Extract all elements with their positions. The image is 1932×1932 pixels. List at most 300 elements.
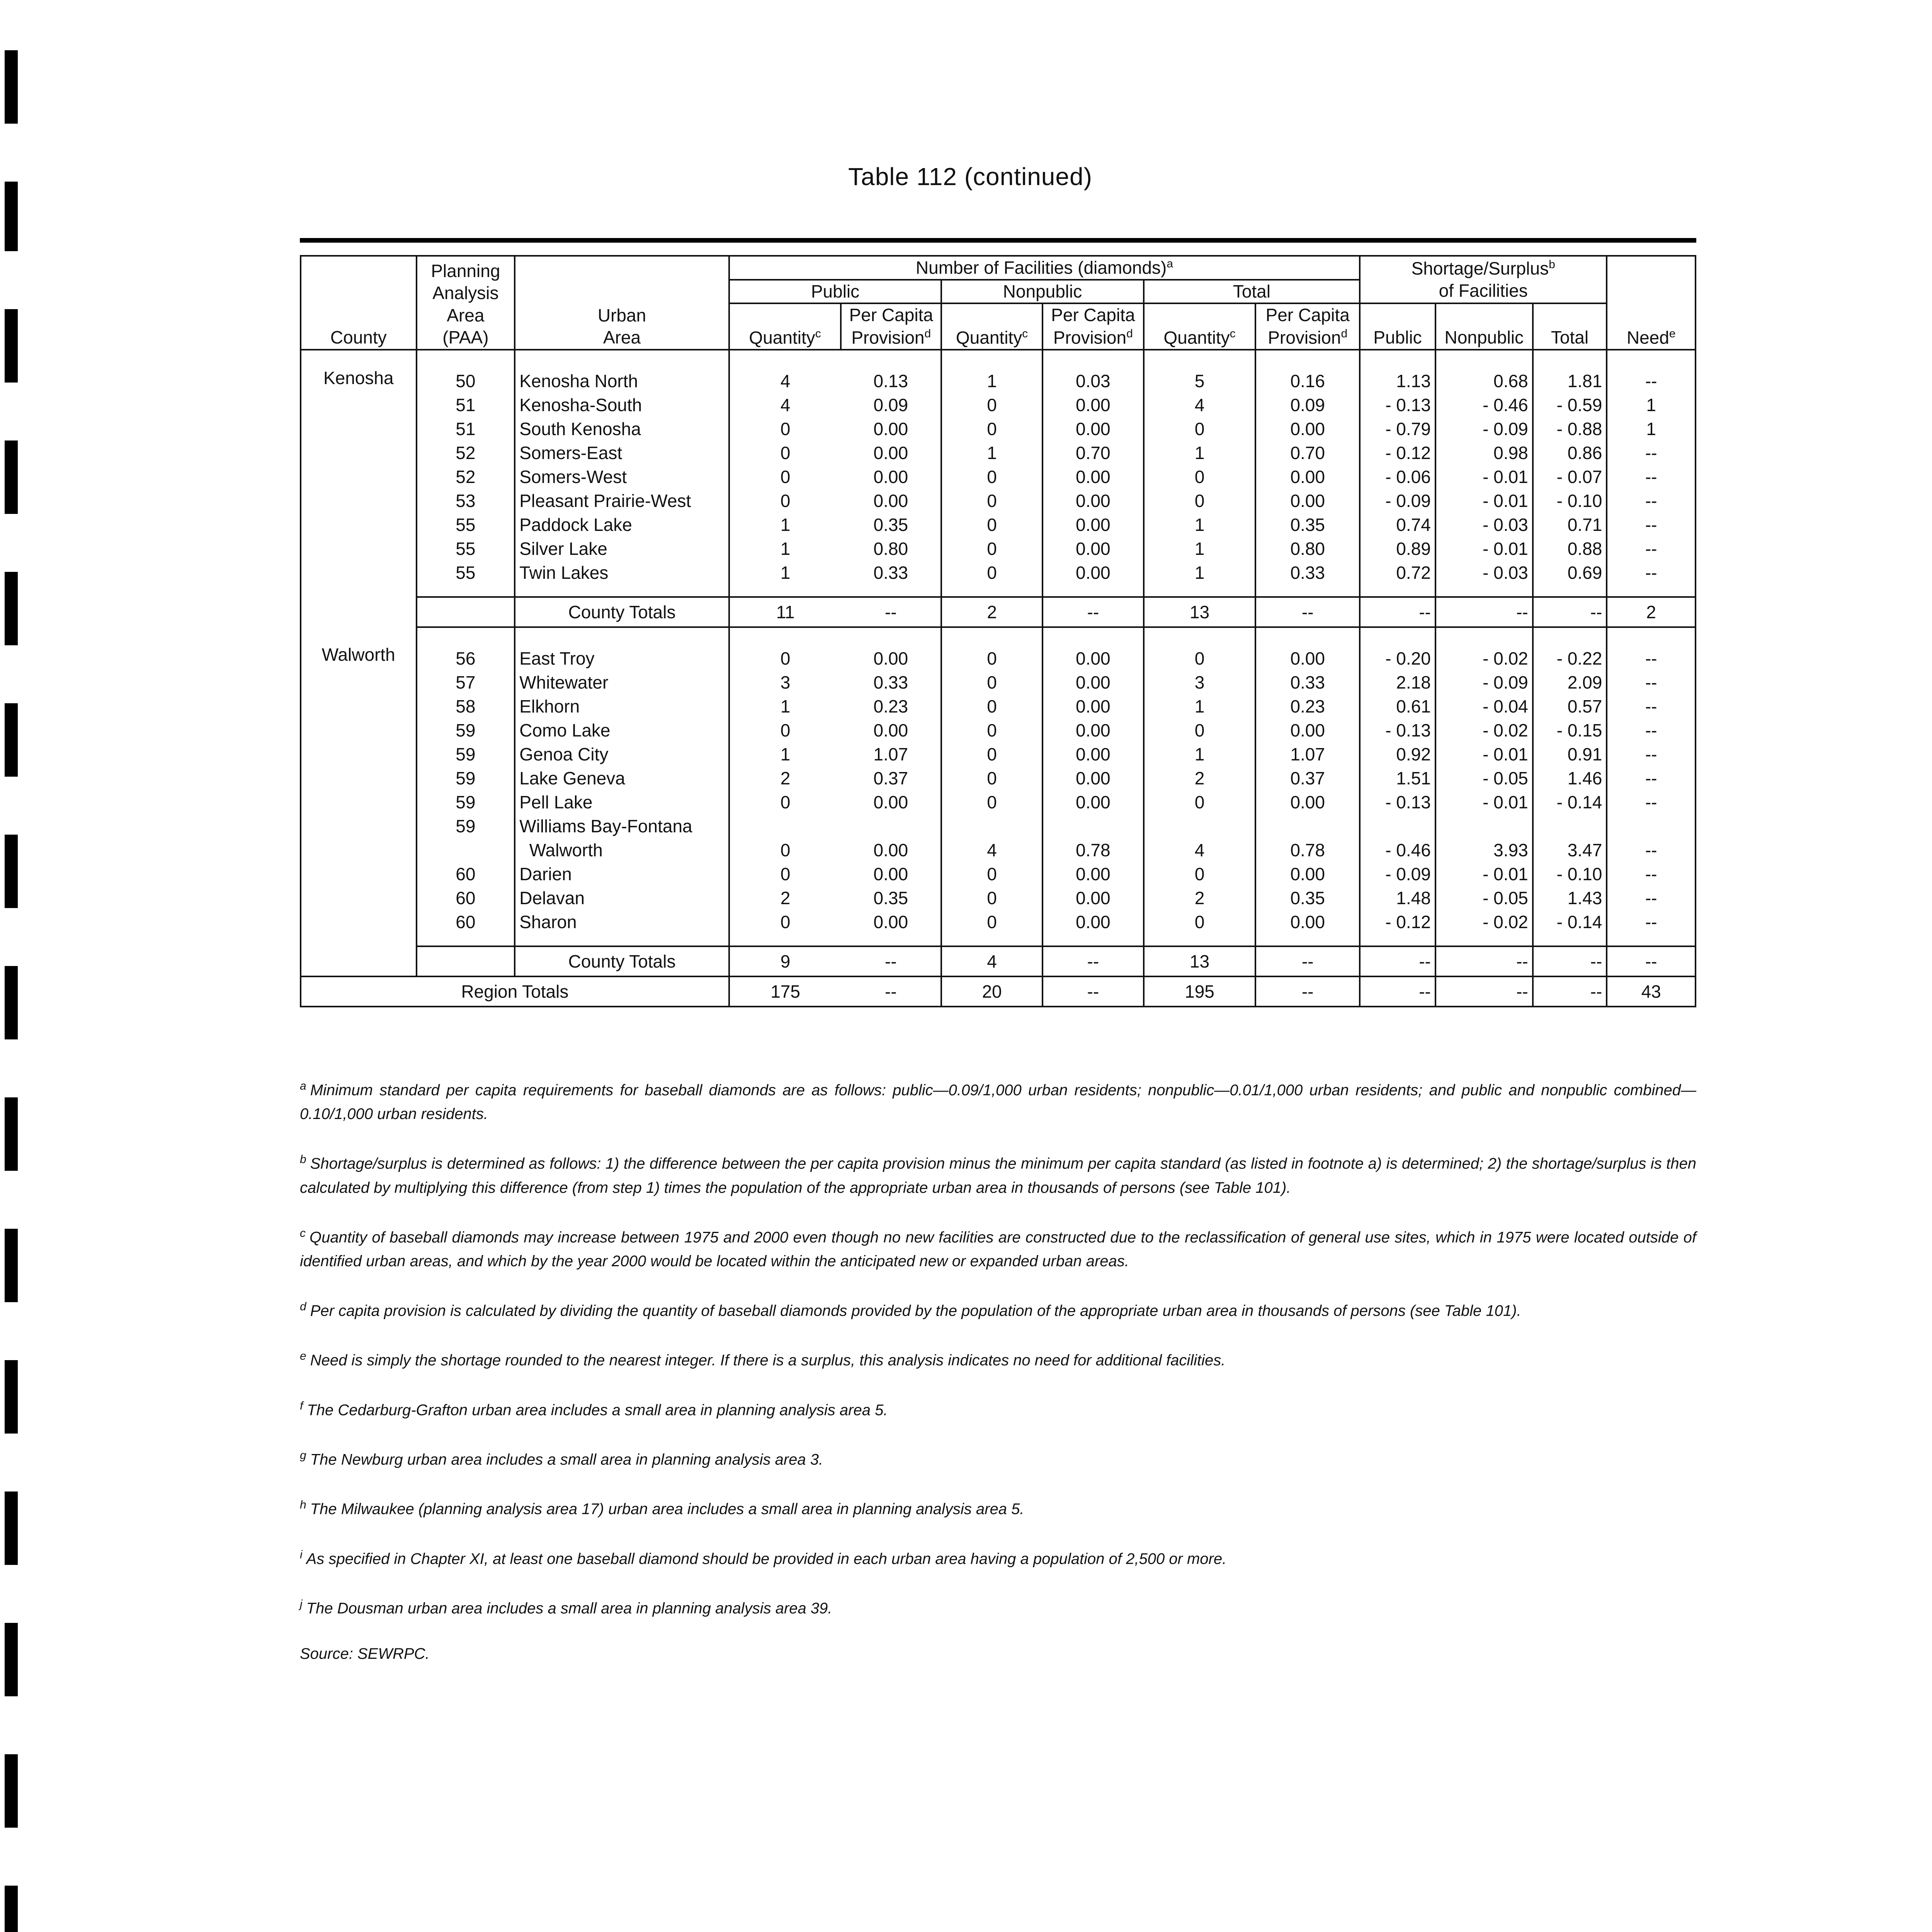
table-row <box>301 741 1696 765</box>
totals-cell: 13 <box>1144 597 1256 627</box>
value-cell: 2.18 <box>1360 669 1435 693</box>
totals-cell: -- <box>1255 597 1360 627</box>
value-cell: 0.37 <box>873 768 908 788</box>
value-cell: 1 <box>1144 439 1256 463</box>
value-cell: 0.00 <box>1255 717 1360 741</box>
footnote-marker: b <box>1549 258 1555 271</box>
value-cell: 0 <box>941 884 1043 908</box>
value-cell: 1 <box>729 511 841 535</box>
urban-area-cell: Paddock Lake <box>515 511 729 535</box>
region-totals-cell: 20 <box>941 976 1043 1007</box>
value-cell: 0 <box>941 391 1043 415</box>
value-cell: 0 <box>729 415 841 439</box>
region-totals-cell: -- <box>1360 976 1435 1007</box>
value-cell: 0.00 <box>1043 741 1144 765</box>
value-cell: - 0.88 <box>1533 415 1607 439</box>
value-cell: 0.00 <box>1255 627 1360 669</box>
value-cell: - 0.22 <box>1533 627 1607 669</box>
footnote-marker: c <box>1022 327 1028 340</box>
source-line: Source: SEWRPC. <box>300 1645 430 1663</box>
value-cell: 0 <box>941 789 1043 813</box>
header-shortage-total-text: Total <box>1551 327 1589 348</box>
header-number-of-facilities-text: Number of Facilities (diamonds) <box>915 257 1167 278</box>
value-cell: 0 <box>941 535 1043 559</box>
header-paa <box>417 256 515 350</box>
table-row <box>301 837 1696 861</box>
header-paa-text: Area <box>447 305 485 325</box>
header-urban-area <box>515 256 729 350</box>
header-paa-text: (PAA) <box>442 327 489 348</box>
value-cell: -- <box>1607 789 1696 813</box>
value-cell: -- <box>1607 439 1696 463</box>
value-cell <box>1533 813 1607 837</box>
table-row <box>301 350 1696 391</box>
value-cell: 1 <box>1144 535 1256 559</box>
footnote-i <box>300 1543 1696 1571</box>
header-total-text: Total <box>1233 281 1270 301</box>
binding-bar <box>5 703 18 777</box>
value-cell: 4 <box>729 350 841 391</box>
value-cell: 0 <box>941 741 1043 765</box>
totals-cell: 4 <box>941 946 1043 976</box>
footnote-f <box>300 1394 1696 1422</box>
value-cell: 0.00 <box>1043 463 1144 487</box>
value-cell: - 0.10 <box>1533 861 1607 884</box>
value-cell: 0.91 <box>1533 741 1607 765</box>
header-paa-text: Planning <box>431 260 500 281</box>
footnote-j <box>300 1592 1696 1620</box>
spacer-cell <box>417 946 515 976</box>
value-cell: 0.00 <box>1043 884 1144 908</box>
value-cell: 0.98 <box>1435 439 1533 463</box>
value-cell: - 0.01 <box>1435 487 1533 511</box>
footnote-marker: j <box>300 1597 303 1611</box>
value-cell: 1.07 <box>873 744 908 764</box>
value-cell: 0.33 <box>1255 559 1360 597</box>
header-shortage-total <box>1533 303 1607 349</box>
value-cell <box>729 813 841 837</box>
footnote-marker: g <box>300 1449 306 1462</box>
value-cell: - 0.10 <box>1533 487 1607 511</box>
totals-cell: 9 <box>729 946 841 976</box>
value-cell: 1.81 <box>1533 350 1607 391</box>
region-totals-row <box>301 976 1696 1007</box>
footnote-marker: i <box>300 1548 303 1561</box>
header-shortage-public-text: Public <box>1373 327 1422 348</box>
value-cell: 0.70 <box>1255 439 1360 463</box>
header-per-capita-text: Provision <box>851 327 925 348</box>
value-cell: 0.00 <box>873 418 908 439</box>
paa-cell: 51 <box>417 391 515 415</box>
header-urban-area-text: Urban <box>597 305 646 325</box>
value-cell: 0.00 <box>1043 669 1144 693</box>
totals-cell: -- <box>1360 946 1435 976</box>
value-cell: 0.88 <box>1533 535 1607 559</box>
urban-area-cell: Pell Lake <box>515 789 729 813</box>
value-cell: 1 <box>941 350 1043 391</box>
value-cell: 0.09 <box>873 395 908 415</box>
value-cell: 0.35 <box>873 888 908 908</box>
value-cell: 0 <box>1144 861 1256 884</box>
value-cell: 0 <box>941 415 1043 439</box>
value-cell: 0 <box>941 627 1043 669</box>
value-cell: 0.00 <box>873 792 908 812</box>
value-cell: 0.33 <box>873 672 908 692</box>
header-quantity-text: Quantity <box>1163 327 1230 348</box>
county-totals-row <box>301 597 1696 627</box>
value-cell: 0.68 <box>1435 350 1533 391</box>
urban-area-cell: Pleasant Prairie-West <box>515 487 729 511</box>
totals-cell: 13 <box>1144 946 1256 976</box>
county-name: Walworth <box>301 627 417 976</box>
value-cell: 1 <box>729 535 841 559</box>
value-cell: 0.92 <box>1360 741 1435 765</box>
header-paa-text: Analysis <box>432 283 499 303</box>
header-quantity <box>729 303 841 349</box>
value-cell: 0.33 <box>1255 669 1360 693</box>
value-cell: 0.00 <box>1255 463 1360 487</box>
table-row <box>301 559 1696 597</box>
value-cell: - 0.02 <box>1435 908 1533 946</box>
paa-cell: 59 <box>417 813 515 837</box>
value-cell: 3.93 <box>1435 837 1533 861</box>
table-row <box>301 765 1696 789</box>
value-cell: 0 <box>729 439 841 463</box>
value-cell: -- <box>1607 669 1696 693</box>
value-cell: 0 <box>729 487 841 511</box>
urban-area-cell: South Kenosha <box>515 415 729 439</box>
value-cell: 0 <box>1144 627 1256 669</box>
footnote-text: Minimum standard per capita requirements for baseball diamonds are as follows: public—0.09/1,000 urban residents; nonpublic—0.01/1,000 urban residents; and public and nonpublic combined—0.10/1,000 urban residents. <box>300 1082 1696 1123</box>
value-cell <box>1360 813 1435 837</box>
value-cell: - 0.59 <box>1533 391 1607 415</box>
value-cell: - 0.13 <box>1360 789 1435 813</box>
paa-cell <box>417 837 515 861</box>
binding-bar <box>5 1886 18 1932</box>
value-cell: 1 <box>941 439 1043 463</box>
value-cell: -- <box>1607 463 1696 487</box>
value-cell: - 0.20 <box>1360 627 1435 669</box>
footnote-text: Shortage/surplus is determined as follows: 1) the difference between the per capita provision minus the minimum per capita standard (as listed in footnote a) is determined; 2) the shortage/surplus is then calculated by multiplying this difference (from step 1) times the population of the appropriate urban area in thousands of persons (see Table 101). <box>300 1155 1696 1196</box>
header-quantity <box>941 303 1043 349</box>
header-quantity-text: Quantity <box>956 327 1022 348</box>
value-cell: 0.35 <box>1255 511 1360 535</box>
paa-cell: 56 <box>417 627 515 669</box>
value-cell: 1 <box>1144 693 1256 717</box>
county-group <box>301 350 1696 627</box>
value-cell: 0.00 <box>873 840 908 860</box>
value-cell: - 0.03 <box>1435 511 1533 535</box>
footnote-c <box>300 1221 1696 1273</box>
urban-area-cell: Sharon <box>515 908 729 946</box>
value-cell: 0.80 <box>1255 535 1360 559</box>
header-need <box>1607 256 1696 350</box>
value-cell: 0.00 <box>1043 693 1144 717</box>
header-shortage-public <box>1360 303 1435 349</box>
value-cell: - 0.05 <box>1435 765 1533 789</box>
header-number-of-facilities <box>729 256 1360 280</box>
header-total <box>1144 280 1360 304</box>
footnote-marker: a <box>1167 257 1173 270</box>
footnote-a <box>300 1074 1696 1126</box>
value-cell: 0.00 <box>1043 391 1144 415</box>
value-cell: 0 <box>729 908 841 946</box>
value-cell: -- <box>1607 350 1696 391</box>
value-cell: 0.03 <box>1043 350 1144 391</box>
value-cell: - 0.79 <box>1360 415 1435 439</box>
paa-cell: 59 <box>417 741 515 765</box>
value-cell: 0.00 <box>873 490 908 511</box>
table-row <box>301 813 1696 837</box>
footnote-marker: h <box>300 1498 306 1512</box>
value-cell: 1 <box>729 741 841 765</box>
header-urban-area-text: Area <box>603 327 641 348</box>
urban-area-cell: Somers-East <box>515 439 729 463</box>
footnote-d <box>300 1295 1696 1323</box>
value-cell: 0.72 <box>1360 559 1435 597</box>
totals-cell: -- <box>1043 946 1144 976</box>
value-cell: 0.00 <box>1043 511 1144 535</box>
value-cell: 3 <box>1144 669 1256 693</box>
paa-cell: 55 <box>417 535 515 559</box>
value-cell: -- <box>1607 837 1696 861</box>
region-totals-cell: 43 <box>1607 976 1696 1007</box>
table-row <box>301 908 1696 946</box>
value-cell: 0.37 <box>1255 765 1360 789</box>
binding-bar <box>5 1097 18 1171</box>
value-cell: - 0.05 <box>1435 884 1533 908</box>
value-cell: - 0.06 <box>1360 463 1435 487</box>
value-cell: 0.00 <box>873 648 908 668</box>
value-cell: 0.23 <box>873 696 908 716</box>
value-cell: - 0.02 <box>1435 627 1533 669</box>
value-cell: -- <box>1607 627 1696 669</box>
value-cell: -- <box>1607 884 1696 908</box>
header-per-capita <box>841 303 941 349</box>
value-cell: 0.00 <box>1255 487 1360 511</box>
footnote-text: The Newburg urban area includes a small area in planning analysis area 3. <box>310 1451 823 1468</box>
footnote-marker: c <box>815 327 821 340</box>
table-row <box>301 693 1696 717</box>
header-public <box>729 280 941 304</box>
footnote-e <box>300 1344 1696 1372</box>
header-shortage-surplus-text: Shortage/Surplus <box>1411 258 1549 279</box>
value-cell: -- <box>1607 861 1696 884</box>
table-row <box>301 463 1696 487</box>
footnote-marker: e <box>300 1350 306 1363</box>
value-cell: 2 <box>1144 765 1256 789</box>
value-cell: 0.35 <box>1255 884 1360 908</box>
value-cell: 0.00 <box>873 720 908 740</box>
totals-cell: -- <box>1435 946 1533 976</box>
urban-area-cell: Darien <box>515 861 729 884</box>
footnote-b <box>300 1148 1696 1199</box>
value-cell: 0 <box>729 463 841 487</box>
binding-bar <box>5 309 18 383</box>
header-per-capita-text: Per Capita <box>849 305 933 325</box>
paa-cell: 59 <box>417 717 515 741</box>
value-cell: 0 <box>941 463 1043 487</box>
table-row <box>301 717 1696 741</box>
region-totals-cell: 175 <box>729 976 841 1007</box>
value-cell: 4 <box>1144 837 1256 861</box>
urban-area-cell: Twin Lakes <box>515 559 729 597</box>
binding-bar <box>5 1623 18 1696</box>
value-cell: 0.33 <box>873 562 908 583</box>
value-cell: -- <box>1607 487 1696 511</box>
value-cell: 0 <box>941 908 1043 946</box>
value-cell: - 0.09 <box>1360 487 1435 511</box>
value-cell: 1.43 <box>1533 884 1607 908</box>
paa-cell: 59 <box>417 765 515 789</box>
value-cell: - 0.09 <box>1435 415 1533 439</box>
totals-cell: 11 <box>729 597 841 627</box>
region-totals-cell: -- <box>1533 976 1607 1007</box>
value-cell: 4 <box>1144 391 1256 415</box>
value-cell: -- <box>1607 717 1696 741</box>
footnote-h <box>300 1493 1696 1521</box>
footnote-marker: d <box>1126 327 1133 340</box>
value-cell: 0.89 <box>1360 535 1435 559</box>
table-title: Table 112 (continued) <box>848 163 1092 190</box>
totals-cell: -- <box>1435 597 1533 627</box>
value-cell: - 0.09 <box>1435 669 1533 693</box>
value-cell: 1 <box>1144 741 1256 765</box>
header-county-text: County <box>330 327 387 348</box>
value-cell: - 0.14 <box>1533 908 1607 946</box>
table-row <box>301 789 1696 813</box>
value-cell: - 0.14 <box>1533 789 1607 813</box>
value-cell: 0.00 <box>1043 487 1144 511</box>
table-row <box>301 884 1696 908</box>
value-cell <box>1607 813 1696 837</box>
table-row <box>301 391 1696 415</box>
totals-cell: 2 <box>941 597 1043 627</box>
value-cell: 0.00 <box>1043 861 1144 884</box>
value-cell: 0.69 <box>1533 559 1607 597</box>
value-cell: - 0.13 <box>1360 391 1435 415</box>
value-cell: 2.09 <box>1533 669 1607 693</box>
value-cell: - 0.46 <box>1435 391 1533 415</box>
header-per-capita-text: Provision <box>1053 327 1127 348</box>
header-county <box>301 256 417 350</box>
value-cell: 0.00 <box>1255 908 1360 946</box>
footnote-text: Need is simply the shortage rounded to the nearest integer. If there is a surplus, this analysis indicates no need for additional facilities. <box>310 1352 1226 1369</box>
footnote-marker: f <box>300 1399 303 1412</box>
table-header <box>301 256 1696 350</box>
top-rule <box>300 238 1696 243</box>
footnotes <box>300 1074 1696 1687</box>
value-cell: -- <box>1607 535 1696 559</box>
value-cell: 1.46 <box>1533 765 1607 789</box>
value-cell: 0 <box>729 717 841 741</box>
value-cell: 1.48 <box>1360 884 1435 908</box>
value-cell: -- <box>1607 741 1696 765</box>
region-totals-cell: -- <box>1043 976 1144 1007</box>
urban-area-cell: Lake Geneva <box>515 765 729 789</box>
table-row <box>301 535 1696 559</box>
header-per-capita-text: Per Capita <box>1265 305 1350 325</box>
value-cell: 0.00 <box>1043 717 1144 741</box>
value-cell: 0 <box>729 861 841 884</box>
header-quantity <box>1144 303 1256 349</box>
urban-area-cell: Somers-West <box>515 463 729 487</box>
value-cell: 0.80 <box>873 538 908 559</box>
value-cell: 0.71 <box>1533 511 1607 535</box>
header-per-capita <box>1043 303 1144 349</box>
value-cell: 0 <box>941 487 1043 511</box>
value-cell: 2 <box>729 765 841 789</box>
table-row <box>301 415 1696 439</box>
footnote-text: As specified in Chapter XI, at least one baseball diamond should be provided in each urban area having a population of 2,500 or more. <box>306 1550 1227 1567</box>
value-cell: 0 <box>729 837 841 861</box>
value-cell: -- <box>1607 765 1696 789</box>
table-row <box>301 511 1696 535</box>
value-cell: 0.00 <box>1043 627 1144 669</box>
binding-bar <box>5 1754 18 1828</box>
value-cell: 0 <box>941 861 1043 884</box>
value-cell: 0.00 <box>1043 559 1144 597</box>
footnote-marker: c <box>300 1226 306 1240</box>
binding-bar <box>5 1360 18 1434</box>
paa-cell: 58 <box>417 693 515 717</box>
binding-bar <box>5 440 18 514</box>
value-cell: 0 <box>941 511 1043 535</box>
value-cell: 0.23 <box>1255 693 1360 717</box>
binding-bar <box>5 572 18 645</box>
totals-cell: -- <box>841 946 941 976</box>
region-totals-cell: -- <box>1255 976 1360 1007</box>
urban-area-cell: East Troy <box>515 627 729 669</box>
value-cell: - 0.12 <box>1360 908 1435 946</box>
totals-cell: -- <box>841 597 941 627</box>
value-cell: 0 <box>941 559 1043 597</box>
value-cell: - 0.04 <box>1435 693 1533 717</box>
footnote-text: The Cedarburg-Grafton urban area includes a small area in planning analysis area 5. <box>307 1401 888 1418</box>
value-cell: 0.57 <box>1533 693 1607 717</box>
urban-area-cell: Kenosha North <box>515 350 729 391</box>
value-cell: 3 <box>729 669 841 693</box>
value-cell: 0.00 <box>1043 908 1144 946</box>
value-cell: 0.00 <box>1043 535 1144 559</box>
value-cell: 0 <box>1144 487 1256 511</box>
header-public-text: Public <box>811 281 860 301</box>
paa-cell: 60 <box>417 884 515 908</box>
header-shortage-nonpublic-text: Nonpublic <box>1444 327 1524 348</box>
value-cell: -- <box>1607 511 1696 535</box>
binding-bar <box>5 50 18 124</box>
value-cell: 1.51 <box>1360 765 1435 789</box>
urban-area-cell: Whitewater <box>515 669 729 693</box>
header-shortage-surplus <box>1360 256 1607 303</box>
footnote-marker: a <box>300 1080 306 1092</box>
value-cell: 1 <box>1144 511 1256 535</box>
urban-area-cell: Como Lake <box>515 717 729 741</box>
value-cell: 0.00 <box>873 466 908 487</box>
header-quantity-text: Quantity <box>749 327 815 348</box>
urban-area-cell: Walworth <box>515 837 729 861</box>
table-row <box>301 627 1696 669</box>
binding-bar <box>5 835 18 908</box>
value-cell: 4 <box>941 837 1043 861</box>
value-cell: 3.47 <box>1533 837 1607 861</box>
paa-cell: 60 <box>417 861 515 884</box>
value-cell: 0 <box>1144 789 1256 813</box>
paa-cell: 60 <box>417 908 515 946</box>
totals-cell: -- <box>1043 597 1144 627</box>
header-nonpublic-text: Nonpublic <box>1003 281 1082 301</box>
value-cell: 2 <box>729 884 841 908</box>
